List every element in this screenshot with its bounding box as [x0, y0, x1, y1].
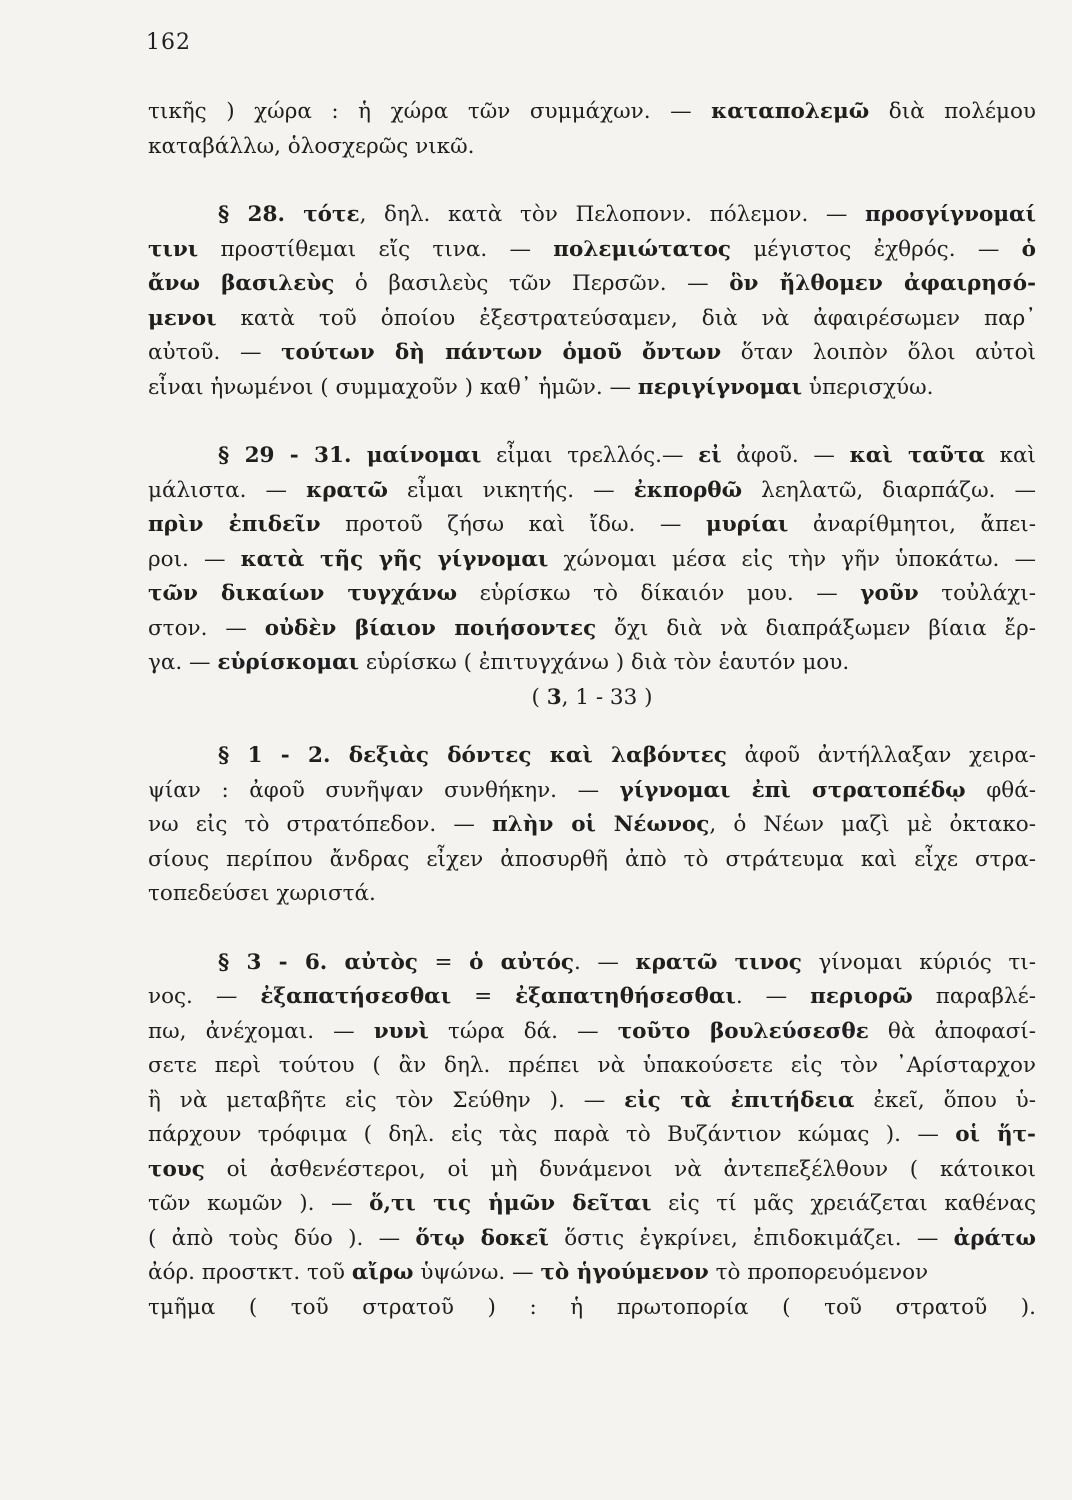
gloss-text: . — — [574, 949, 636, 975]
lemma-bold: τότε — [303, 202, 360, 227]
lemma-bold: ὁ — [1021, 236, 1036, 262]
gloss-text: , ὁ Νέων μαζὶ μὲ ὀκτακο- — [709, 812, 1037, 837]
lemma-bold: προσγίγνομαί — [865, 202, 1037, 227]
lemma-bold: νυνὶ — [373, 1018, 429, 1044]
lemma-bold: τῶν δικαίων τυγχάνω — [148, 581, 458, 606]
gloss-text: εὑρίσκω ( ἐπιτυγχάνω ) διὰ τὸν ἑαυτόν μου. — [359, 650, 850, 675]
gloss-text: , δηλ. κατὰ τὸν Πελοπονν. πόλεμον. — — [359, 202, 866, 227]
gloss-text: φθά- — [965, 777, 1036, 803]
gloss-text: τοπεδεύσει χωριστά. — [148, 881, 376, 906]
lemma-bold: καταπολεμῶ — [711, 99, 870, 124]
text-line — [148, 646, 1036, 681]
lemma-bold: τούτων δὴ πάντων ὁμοῦ ὄντων — [281, 340, 722, 365]
text-line — [148, 612, 1036, 647]
gloss-text: ὅστις ἐγκρίνει, ἐπιδοκιμάζει. — — [548, 1225, 954, 1251]
lemma-bold: εἰς τὰ ἐπιτήδεια — [624, 1087, 855, 1113]
gloss-text: τικῆς ) χώρα : ἡ χώρα τῶν συμμάχων. — — [148, 99, 712, 124]
text-line — [148, 1222, 1036, 1257]
gloss-text: ἀφοῦ ἀντήλλαξαν χειρα- — [726, 743, 1036, 768]
lemma-bold: ἄνω βασιλεὺς — [148, 271, 335, 296]
gloss-text: ὑπερισχύω. — [802, 374, 934, 400]
text-line — [148, 1049, 1036, 1084]
lemma-bold: ἐκπορθῶ — [633, 477, 743, 503]
gloss-text: προστίθεμαι εἴς τινα. — — [198, 236, 554, 262]
gloss-text: ( ἀπὸ τοὺς δύο ). — — [148, 1225, 416, 1251]
gloss-text: ἀφοῦ. — — [721, 443, 850, 468]
lemma-bold: ἀράτω — [953, 1225, 1036, 1251]
lemma-bold: § 1 - 2. δεξιὰς δόντες καὶ λαβόντες — [218, 743, 727, 768]
text-line — [148, 877, 1036, 912]
page-number: 162 — [146, 30, 191, 55]
gloss-text: . — — [735, 984, 811, 1009]
text-line — [148, 1084, 1036, 1119]
text-line — [148, 233, 1036, 268]
text-line — [148, 371, 1036, 406]
text-line — [148, 946, 1036, 981]
lemma-bold: εἰ — [698, 443, 722, 468]
lemma-bold: τοῦτο βουλεύσεσθε — [617, 1018, 869, 1044]
lemma-bold: § 28. — [218, 202, 304, 227]
gloss-text: ὄχι διὰ νὰ διαπράξωμεν βίαια ἔρ- — [596, 615, 1036, 641]
gloss-text: διὰ πολέμου — [869, 99, 1037, 124]
lemma-bold: οὐδὲν βίαιον ποιήσοντες — [264, 615, 597, 641]
lemma-bold: κρατῶ — [306, 477, 388, 503]
lemma-bold: § 29 - 31. μαίνομαι — [218, 443, 482, 468]
lemma-bold: 3 — [546, 684, 562, 710]
gloss-text: τμῆμα ( τοῦ στρατοῦ ) : ἡ πρωτοπορία ( τοῦ στρατοῦ ). — [148, 1294, 1036, 1320]
gloss-text: λεηλατῶ, διαρπάζω. — — [742, 477, 1037, 503]
text-line — [148, 774, 1036, 809]
text-line — [148, 843, 1036, 878]
text-line — [148, 508, 1036, 543]
lemma-bold: οἱ ἥτ- — [955, 1122, 1036, 1147]
text-line — [148, 302, 1036, 337]
gloss-text: ἀόρ. προστκτ. τοῦ — [148, 1260, 352, 1285]
gloss-text: εὑρίσκω τὸ δίκαιόν μου. — — [457, 581, 861, 606]
gloss-text: πάρχουν τρόφιμα ( δηλ. εἰς τὰς παρὰ τὸ Βυζάντιον κώμας ). — — [148, 1122, 956, 1147]
lemma-bold: κρατῶ τινος — [635, 949, 802, 975]
lemma-bold: εὑρίσκομαι — [217, 650, 360, 675]
gloss-text: = — [451, 984, 516, 1009]
text-line — [148, 439, 1036, 474]
lemma-bold: τὸ ἡγούμενον — [540, 1260, 709, 1285]
lemma-bold: γοῦν — [860, 581, 919, 606]
gloss-text: ἐκεῖ, ὅπου ὑ- — [854, 1087, 1036, 1113]
text-line — [148, 980, 1036, 1015]
gloss-text: ὑψώνω. — — [413, 1260, 541, 1285]
gloss-text: γίνομαι κύριός τι- — [801, 949, 1036, 975]
gloss-text: καταβάλλω, ὁλοσχερῶς νικῶ. — [148, 133, 475, 159]
text-line — [148, 681, 1036, 716]
text-line — [148, 1291, 1036, 1326]
gloss-text: πω, ἀνέχομαι. — — [148, 1018, 374, 1044]
lemma-bold: τινι — [148, 236, 199, 262]
lemma-bold: § 3 - 6. αὐτὸς — [218, 949, 418, 975]
gloss-text: αὐτοῦ. — — [148, 340, 282, 365]
text-line — [148, 474, 1036, 509]
lemma-bold: ἐξαπατήσεσθαι — [260, 984, 452, 1009]
lemma-bold: αἴρω — [351, 1260, 414, 1285]
gloss-text: οἱ ἀσθενέστεροι, οἱ μὴ δυνάμενοι νὰ ἀντεπεξέλθουν ( κάτοικοι — [204, 1156, 1036, 1182]
lemma-bold: καὶ ταῦτα — [849, 443, 985, 468]
lemma-bold: κατὰ τῆς γῆς γίγνομαι — [240, 546, 549, 572]
text-line — [148, 739, 1036, 774]
gloss-text: ψίαν : ἀφοῦ συνῆψαν συνθήκην. — — [148, 777, 620, 803]
gloss-text: τώρα δά. — — [428, 1018, 618, 1044]
gloss-text: ἢ νὰ μεταβῆτε εἰς τὸν Σεύθην ). — — [148, 1087, 625, 1113]
gloss-text: τοὐλάχι- — [918, 581, 1036, 606]
gloss-text: γα. — — [148, 650, 218, 675]
gloss-text: νω εἰς τὸ στρατόπεδον. — — [148, 812, 493, 837]
lemma-bold: ὅτῳ δοκεῖ — [415, 1225, 549, 1251]
gloss-text: στον. — — [148, 615, 265, 641]
lemma-bold: ὅ,τι τις ἡμῶν δεῖται — [369, 1191, 652, 1216]
gloss-text: ροι. — — [148, 546, 241, 572]
gloss-text: νος. — — [148, 984, 261, 1009]
gloss-text: εἰς τί μᾶς χρειάζεται καθένας — [651, 1191, 1036, 1216]
lemma-bold: ἐξαπατηθήσεσθαι — [515, 984, 736, 1009]
lemma-bold: πλὴν οἱ Νέωνος — [492, 812, 710, 837]
text-line — [148, 1153, 1036, 1188]
text-line — [148, 1015, 1036, 1050]
gloss-text: παραβλέ- — [912, 984, 1036, 1009]
commentary-text — [148, 95, 1036, 1325]
text-line — [148, 543, 1036, 578]
lemma-bold: μυρίαι — [705, 512, 789, 537]
text-line — [148, 1256, 1036, 1291]
gloss-text: ( — [531, 684, 547, 710]
gloss-text: σίους περίπου ἄνδρας εἶχεν ἀποσυρθῆ ἀπὸ τὸ στράτευμα καὶ εἶχε στρα- — [148, 846, 1036, 872]
gloss-text: = — [417, 949, 470, 975]
gloss-text: τὸ προπορευόμενον — [708, 1260, 929, 1285]
lemma-bold: γίγνομαι ἐπὶ στρατοπέδῳ — [619, 777, 966, 803]
lemma-bold: μενοι — [148, 305, 217, 331]
gloss-text: , 1 - 33 ) — [561, 684, 653, 710]
lemma-bold: πολεμιώτατος — [553, 236, 732, 262]
gloss-text: κατὰ τοῦ ὁποίου ἐξεστρατεύσαμεν, διὰ νὰ ἀφαιρέσωμεν παρ᾽ — [216, 305, 1036, 331]
gloss-text: προτοῦ ζήσω καὶ ἴδω. — — [320, 512, 706, 537]
gloss-text: εἶμαι τρελλός.— — [481, 443, 699, 468]
gloss-text: μέγιστος ἐχθρός. — — [731, 236, 1022, 262]
lemma-bold: ὃν ἤλθομεν ἀφαιρησό- — [729, 271, 1036, 296]
gloss-text: ὅταν λοιπὸν ὅλοι αὐτοὶ — [721, 340, 1036, 365]
gloss-text: ὁ βασιλεὺς τῶν Περσῶν. — — [334, 271, 730, 296]
gloss-text: μάλιστα. — — [148, 477, 307, 503]
text-line — [148, 130, 1036, 165]
gloss-text: εἶμαι νικητής. — — [388, 477, 634, 503]
gloss-text: εἶναι ἡνωμένοι ( συμμαχοῦν ) καθ᾽ ἡμῶν. — — [148, 374, 638, 400]
lemma-bold: περιορῶ — [810, 984, 913, 1009]
gloss-text: σετε περὶ τούτου ( ἂν δηλ. πρέπει νὰ ὑπακούσετε εἰς τὸν ᾽Αρίσταρχον — [148, 1053, 1036, 1078]
text-line — [148, 198, 1036, 233]
lemma-bold: πρὶν ἐπιδεῖν — [148, 512, 321, 537]
gloss-text: καὶ — [984, 443, 1036, 468]
text-line — [148, 808, 1036, 843]
lemma-bold: ὁ αὐτός — [469, 949, 574, 975]
lemma-bold: τους — [148, 1156, 205, 1182]
text-line — [148, 95, 1036, 130]
gloss-text: ἀναρίθμητοι, ἄπει- — [788, 512, 1036, 537]
gloss-text: τῶν κωμῶν ). — — [148, 1191, 370, 1216]
gloss-text: χώνομαι μέσα εἰς τὴν γῆν ὑποκάτω. — — [548, 546, 1036, 572]
text-line — [148, 267, 1036, 302]
text-line — [148, 336, 1036, 371]
text-line — [148, 577, 1036, 612]
text-line — [148, 1187, 1036, 1222]
lemma-bold: περιγίγνομαι — [637, 374, 803, 400]
text-line — [148, 1118, 1036, 1153]
gloss-text: θὰ ἀποφασί- — [868, 1018, 1036, 1044]
